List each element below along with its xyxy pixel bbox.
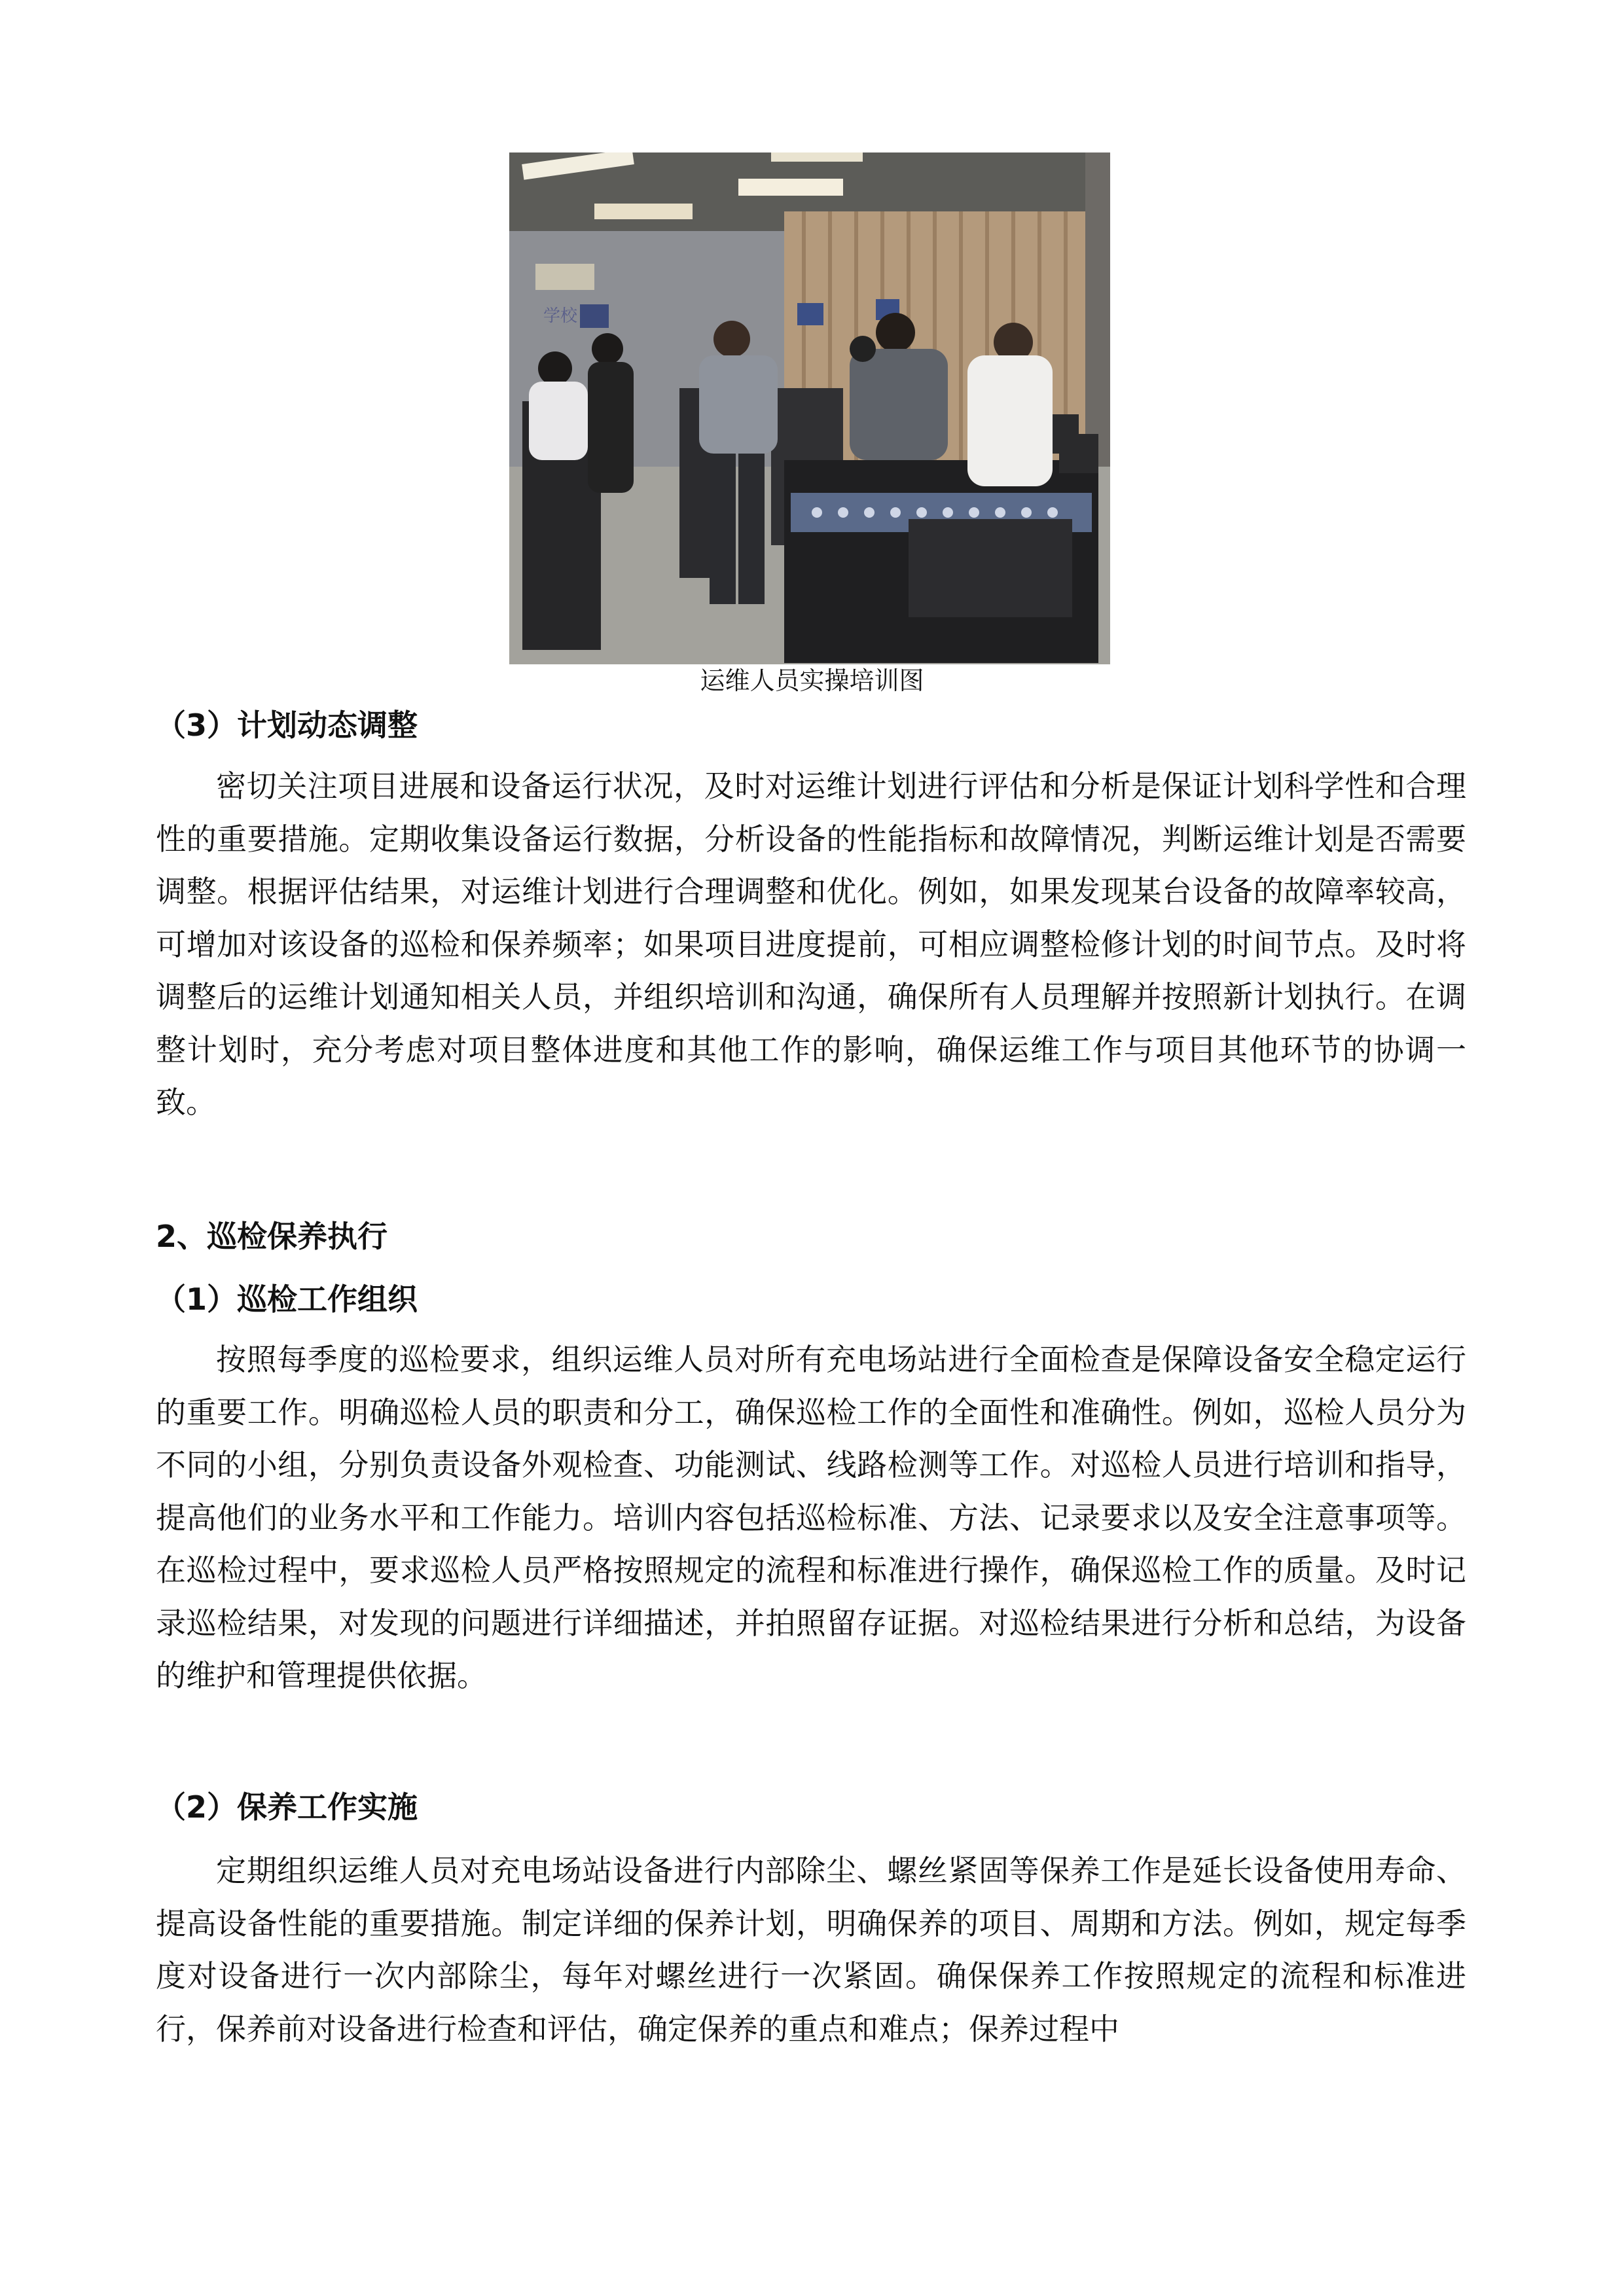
paragraph-inspection-org: 按照每季度的巡检要求，组织运维人员对所有充电场站进行全面检查是保障设备安全稳定运行的重要工作。明确巡检人员的职责和分工，确保巡检工作的全面性和准确性。例如，巡检人员分为不同的小组，分别负责设备外观检查、功能测试、线路检测等工作。对巡检人员进行培训和指导，提高他们的业务水平和工作能力。培训内容包括巡检标准、方法、记录要求以及安全注意事项等。在巡检过程中，要求巡检人员严格按照规定的流程和标准进行操作，确保巡检工作的质量。及时记录巡检结果，对发现的问题进行详细描述，并拍照留存证据。对巡检结果进行分析和总结，为设备的维护和管理提供依据。 — [156, 1342, 1466, 1693]
section-heading-maintenance: （2）保养工作实施 — [156, 1789, 418, 1825]
paragraph-plan-adjust: 密切关注项目进展和设备运行状况，及时对运维计划进行评估和分析是保证计划科学性和合理性的重要措施。定期收集设备运行数据，分析设备的性能指标和故障情况，判断运维计划是否需要调整。根据评估结果，对运维计划进行合理调整和优化。例如，如果发现某台设备的故障率较高，可增加对该设备的巡检和保养频率；如果项目进度提前，可相应调整检修计划的时间节点。及时将调整后的运维计划通知相关人员，并组织培训和沟通，确保所有人员理解并按照新计划执行。在调整计划时，充分考虑对项目整体进度和其他工作的影响，确保运维工作与项目其他环节的协调一致。 — [156, 768, 1466, 1120]
section-heading-plan-adjust: （3）计划动态调整 — [156, 708, 418, 743]
wall-sign-text: 学校 — [543, 306, 578, 326]
section-heading-inspection-org: （1）巡检工作组织 — [156, 1282, 418, 1317]
figure-caption: 运维人员实操培训图 — [700, 666, 924, 695]
training-photo — [509, 152, 1110, 664]
section-heading-inspection: 2、巡检保养执行 — [156, 1219, 388, 1254]
training-photo-illustration — [509, 152, 1110, 664]
paragraph-maintenance: 定期组织运维人员对充电场站设备进行内部除尘、螺丝紧固等保养工作是延长设备使用寿命、提高设备性能的重要措施。制定详细的保养计划，明确保养的项目、周期和方法。例如，规定每季度对设备进行一次内部除尘，每年对螺丝进行一次紧固。确保保养工作按照规定的流程和标准进行，保养前对设备进行检查和评估，确定保养的重点和难点；保养过程中 — [156, 1853, 1466, 2047]
